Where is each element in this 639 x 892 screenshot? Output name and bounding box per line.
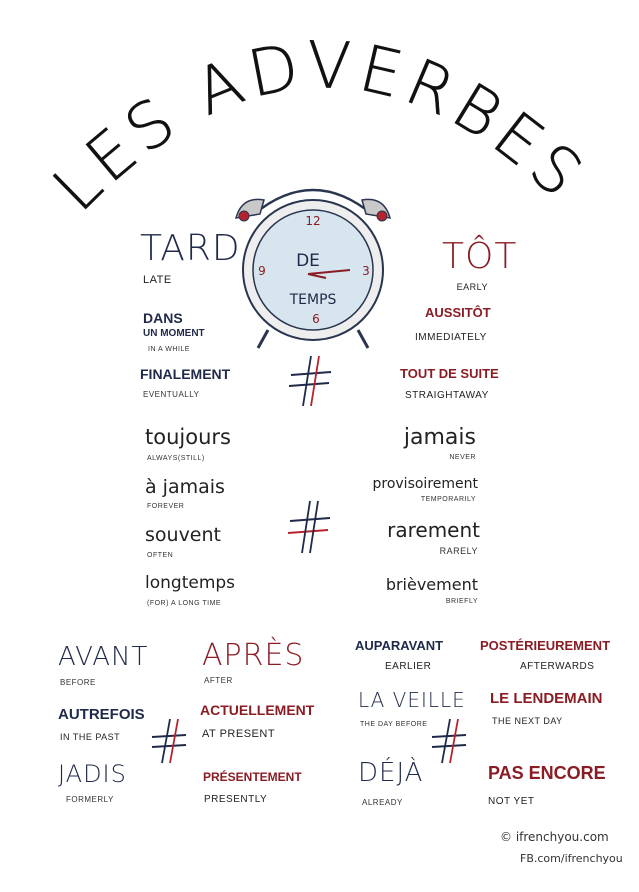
gloss-at-present: AT PRESENT	[202, 728, 276, 740]
word-brievement: brièvement	[385, 575, 478, 594]
gloss-for-a-long-time: (FOR) A LONG TIME	[147, 600, 222, 607]
word-presentement: PRÉSENTEMENT	[203, 770, 302, 784]
gloss-not-yet: NOT YET	[488, 796, 535, 807]
word-deja: DÉJÀ	[358, 758, 424, 788]
left-bell	[236, 199, 264, 221]
word-actuellement: ACTUELLEMENT	[200, 702, 315, 718]
gloss-early: EARLY	[456, 282, 488, 292]
word-auparavant: AUPARAVANT	[355, 638, 444, 653]
word-aussitot: AUSSITÔT	[425, 305, 491, 320]
word-posterieurement: POSTÉRIEUREMENT	[480, 638, 611, 653]
word-la-veille: LA VEILLE	[358, 688, 466, 712]
credit-site: © ifrenchyou.com	[500, 830, 609, 844]
gloss-rarely: RARELY	[439, 546, 478, 556]
gloss-straightaway: STRAIGHTAWAY	[405, 390, 489, 401]
word-tard: TARD	[140, 228, 241, 269]
gloss-often: OFTEN	[147, 552, 174, 559]
word-rarement: rarement	[387, 518, 480, 542]
gloss-formerly: FORMERLY	[66, 795, 114, 804]
gloss-afterwards: AFTERWARDS	[520, 661, 595, 672]
word-tot: TÔT	[442, 236, 518, 277]
gloss-already: ALREADY	[362, 798, 403, 807]
word-autrefois: AUTREFOIS	[58, 706, 145, 723]
word-finalement: FINALEMENT	[140, 366, 231, 382]
credit-facebook: FB.com/ifrenchyou	[520, 852, 623, 865]
word-jamais: jamais	[403, 425, 476, 450]
gloss-immediately: IMMEDIATELY	[415, 332, 487, 343]
word-jadis: JADIS	[58, 760, 127, 788]
gloss-never: NEVER	[449, 454, 476, 461]
word-dans: DANS	[143, 310, 183, 326]
word-un-moment: UN MOMENT	[143, 328, 205, 339]
gloss-in-the-past: IN THE PAST	[60, 732, 121, 742]
word-longtemps: longtemps	[145, 573, 236, 593]
gloss-in-a-while: IN A WHILE	[148, 346, 190, 353]
right-bell	[362, 199, 390, 221]
poster-title: LES ADVERBES	[39, 28, 600, 210]
clock-text-de: DE	[296, 251, 320, 271]
gloss-presently: PRESENTLY	[204, 794, 268, 805]
gloss-the-next-day: THE NEXT DAY	[492, 716, 563, 726]
word-souvent: souvent	[145, 524, 221, 546]
word-toujours: toujours	[145, 425, 231, 449]
not-equal-icon	[148, 715, 190, 767]
word-a-jamais: à jamais	[145, 476, 225, 498]
gloss-after: AFTER	[204, 676, 233, 685]
gloss-the-day-before: THE DAY BEFORE	[360, 721, 428, 728]
gloss-briefly: BRIEFLY	[445, 598, 478, 605]
word-provisoirement: provisoirement	[372, 476, 478, 492]
clock-number-9: 9	[258, 264, 266, 278]
gloss-forever: FOREVER	[147, 503, 185, 510]
word-apres: APRÈS	[202, 638, 305, 673]
word-avant: AVANT	[58, 642, 149, 672]
gloss-always-still: ALWAYS(STILL)	[147, 455, 205, 462]
gloss-eventually: EVENTUALLY	[143, 390, 200, 399]
gloss-before: BEFORE	[60, 678, 96, 687]
word-pas-encore: PAS ENCORE	[488, 763, 606, 783]
not-equal-icon	[428, 715, 470, 767]
word-le-lendemain: LE LENDEMAIN	[490, 690, 603, 707]
not-equal-icon	[285, 350, 335, 410]
clock-number-3: 3	[362, 264, 370, 278]
not-equal-icon	[284, 495, 334, 557]
word-tout-de-suite: TOUT DE SUITE	[400, 366, 499, 381]
clock-number-6: 6	[312, 312, 320, 326]
gloss-temporarily: TEMPORARILY	[420, 496, 476, 503]
gloss-earlier: EARLIER	[385, 661, 432, 672]
alarm-clock-illustration	[228, 170, 398, 355]
clock-number-12: 12	[305, 214, 321, 228]
gloss-late: LATE	[143, 274, 172, 286]
clock-text-temps: TEMPS	[289, 292, 337, 308]
